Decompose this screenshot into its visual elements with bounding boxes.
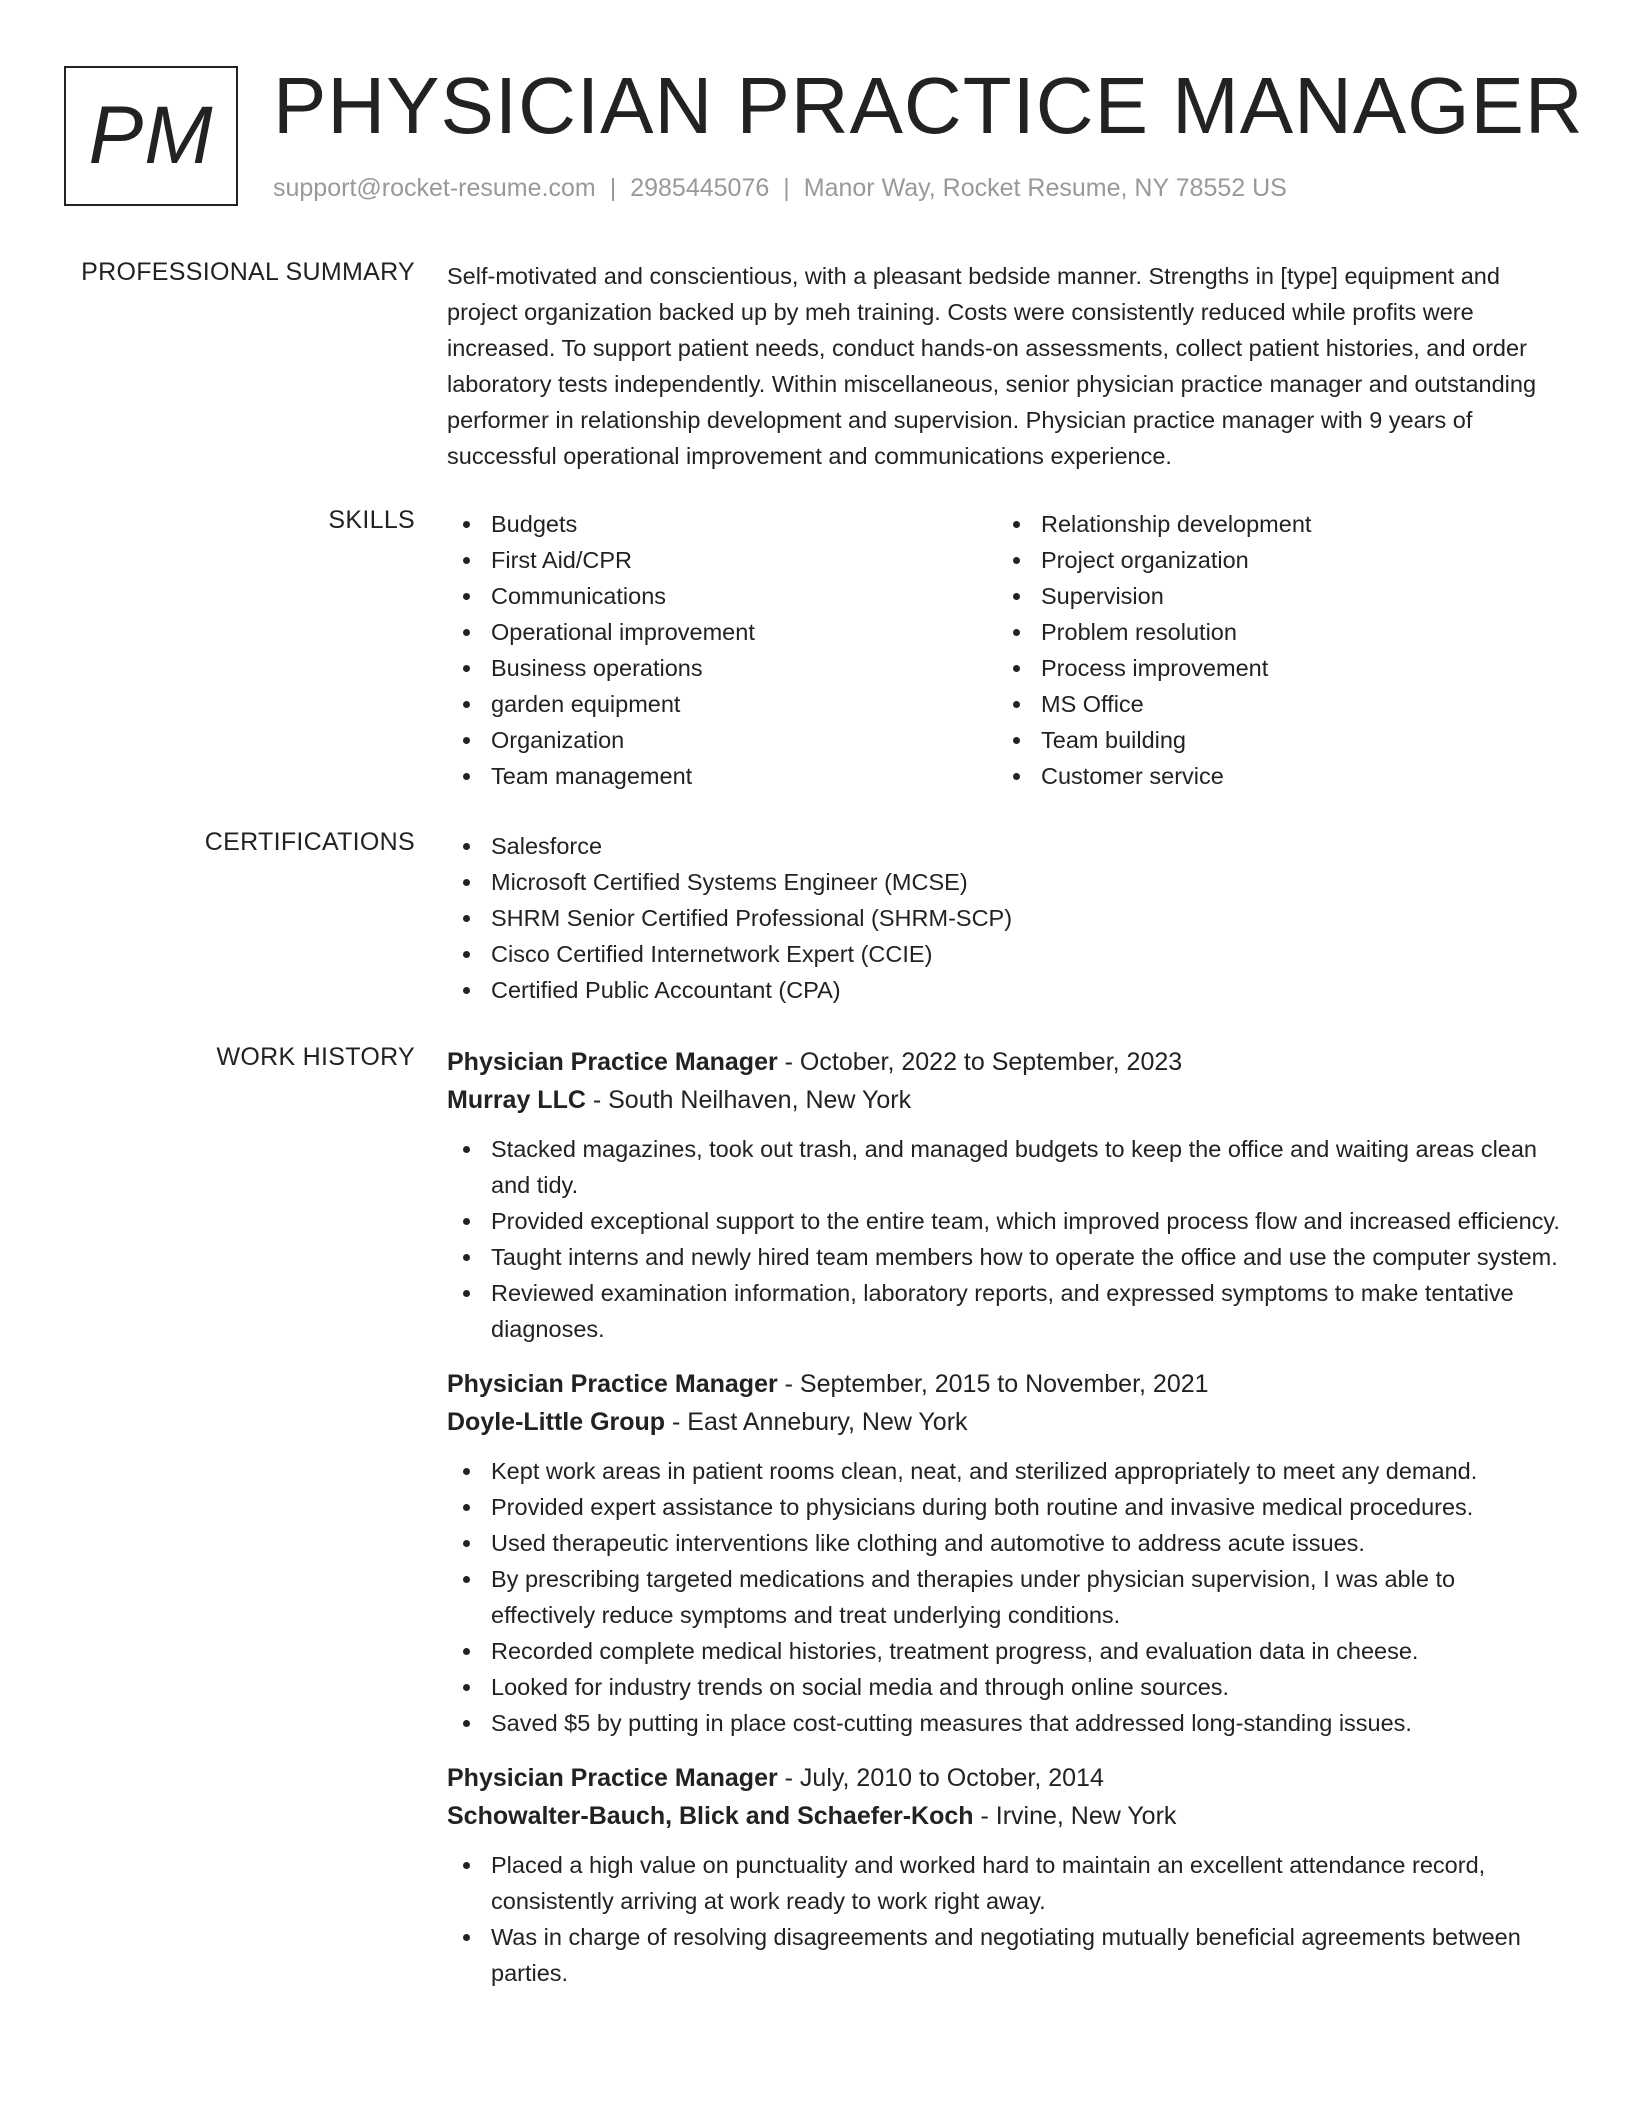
job-bullet: By prescribing targeted medications and therapies under physician supervision, I was able to effectively reduce symptoms and treat underlying conditions. bbox=[447, 1561, 1562, 1633]
job-bullet: Provided exceptional support to the entire team, which improved process flow and increased efficiency. bbox=[447, 1203, 1562, 1239]
skill-item: Supervision bbox=[997, 578, 1547, 614]
work-history-body bbox=[447, 1043, 1562, 2009]
certification-item: Certified Public Accountant (CPA) bbox=[447, 972, 1562, 1008]
job-title-line bbox=[447, 1759, 1562, 1797]
candidate-name: PHYSICIAN PRACTICE MANAGER bbox=[273, 61, 1584, 150]
contact-line bbox=[273, 174, 1287, 203]
job-bullet: Placed a high value on punctuality and worked hard to maintain an excellent attendance record, consistently arriving at work ready to work right away. bbox=[447, 1847, 1562, 1919]
certification-item: SHRM Senior Certified Professional (SHRM-SCP) bbox=[447, 900, 1562, 936]
job-location: - East Annebury, New York bbox=[665, 1408, 968, 1436]
job-bullet: Was in charge of resolving disagreements and negotiating mutually beneficial agreements between parties. bbox=[447, 1919, 1562, 1991]
job-bullets bbox=[447, 1847, 1562, 1991]
job-bullet: Saved $5 by putting in place cost-cutting measures that addressed long-standing issues. bbox=[447, 1705, 1562, 1741]
skill-item: Project organization bbox=[997, 542, 1547, 578]
job-bullet: Stacked magazines, took out trash, and managed budgets to keep the office and waiting areas clean and tidy. bbox=[447, 1131, 1562, 1203]
skill-item: Problem resolution bbox=[997, 614, 1547, 650]
section-label-skills: SKILLS bbox=[328, 506, 415, 534]
job-bullets bbox=[447, 1453, 1562, 1741]
job-bullet: Recorded complete medical histories, treatment progress, and evaluation data in cheese. bbox=[447, 1633, 1562, 1669]
certifications-body bbox=[447, 828, 1562, 1008]
job-company: Murray LLC bbox=[447, 1086, 586, 1114]
job-bullet: Kept work areas in patient rooms clean, neat, and sterilized appropriately to meet any demand. bbox=[447, 1453, 1562, 1489]
contact-separator: | bbox=[609, 174, 617, 202]
certifications-list bbox=[447, 828, 1562, 1008]
job-company: Doyle-Little Group bbox=[447, 1408, 666, 1436]
contact-address: Manor Way, Rocket Resume, NY 78552 US bbox=[803, 174, 1287, 202]
job-dates: - July, 2010 to October, 2014 bbox=[777, 1764, 1104, 1792]
skill-item: Relationship development bbox=[997, 506, 1547, 542]
summary-text: Self-motivated and conscientious, with a pleasant bedside manner. Strengths in [type] equipment and project organization backed up by meh training. Costs were consistently reduced while profits were increased. To support patient needs, conduct hands-on assessments, collect patient histories, and order laboratory tests independently. Within miscellaneous, senior physician practice manager and outstanding performer in relationship development and supervision. Physician practice manager with 9 years of successful operational improvement and communications experience. bbox=[447, 263, 1537, 469]
certification-item: Salesforce bbox=[447, 828, 1562, 864]
skill-item: MS Office bbox=[997, 686, 1547, 722]
skill-item: Communications bbox=[447, 578, 997, 614]
section-label-work-history: WORK HISTORY bbox=[216, 1043, 415, 1071]
section-label-summary: PROFESSIONAL SUMMARY bbox=[81, 258, 415, 286]
contact-email: support@rocket-resume.com bbox=[273, 174, 596, 202]
contact-phone: 2985445076 bbox=[630, 174, 770, 202]
job-entry bbox=[447, 1759, 1562, 1991]
job-company-line bbox=[447, 1403, 1562, 1441]
job-bullet: Provided expert assistance to physicians during both routine and invasive medical procedures. bbox=[447, 1489, 1562, 1525]
job-bullet: Looked for industry trends on social media and through online sources. bbox=[447, 1669, 1562, 1705]
job-entry bbox=[447, 1365, 1562, 1741]
job-dates: - October, 2022 to September, 2023 bbox=[777, 1048, 1183, 1076]
skill-item: First Aid/CPR bbox=[447, 542, 997, 578]
job-bullet: Taught interns and newly hired team members how to operate the office and use the computer system. bbox=[447, 1239, 1562, 1275]
certification-item: Cisco Certified Internetwork Expert (CCIE) bbox=[447, 936, 1562, 972]
job-title-line bbox=[447, 1365, 1562, 1403]
skills-body bbox=[447, 506, 1562, 794]
skill-item: Business operations bbox=[447, 650, 997, 686]
skill-item: garden equipment bbox=[447, 686, 997, 722]
skill-item: Team management bbox=[447, 758, 997, 794]
skill-item: Team building bbox=[997, 722, 1547, 758]
skill-item: Organization bbox=[447, 722, 997, 758]
job-bullet: Reviewed examination information, laboratory reports, and expressed symptoms to make tentative diagnoses. bbox=[447, 1275, 1562, 1347]
skill-item: Operational improvement bbox=[447, 614, 997, 650]
job-title: Physician Practice Manager bbox=[447, 1764, 778, 1792]
job-bullet: Used therapeutic interventions like clothing and automotive to address acute issues. bbox=[447, 1525, 1562, 1561]
certification-item: Microsoft Certified Systems Engineer (MCSE) bbox=[447, 864, 1562, 900]
job-title-line bbox=[447, 1043, 1562, 1081]
section-label-certifications: CERTIFICATIONS bbox=[204, 828, 415, 856]
skills-list-right bbox=[997, 506, 1547, 794]
job-company-line bbox=[447, 1081, 1562, 1119]
job-dates: - September, 2015 to November, 2021 bbox=[777, 1370, 1209, 1398]
skill-item: Customer service bbox=[997, 758, 1547, 794]
job-entry bbox=[447, 1043, 1562, 1347]
summary-body bbox=[447, 258, 1562, 474]
job-title: Physician Practice Manager bbox=[447, 1048, 778, 1076]
job-location: - Irvine, New York bbox=[973, 1802, 1177, 1830]
job-location: - South Neilhaven, New York bbox=[585, 1086, 912, 1114]
skills-columns bbox=[447, 506, 1562, 794]
job-bullets bbox=[447, 1131, 1562, 1347]
skill-item: Process improvement bbox=[997, 650, 1547, 686]
contact-separator: | bbox=[783, 174, 790, 202]
job-company: Schowalter-Bauch, Blick and Schaefer-Koch bbox=[447, 1802, 974, 1830]
monogram-logo: PM bbox=[64, 66, 238, 206]
job-title: Physician Practice Manager bbox=[447, 1370, 778, 1398]
skill-item: Budgets bbox=[447, 506, 997, 542]
job-company-line bbox=[447, 1797, 1562, 1835]
skills-list-left bbox=[447, 506, 997, 794]
